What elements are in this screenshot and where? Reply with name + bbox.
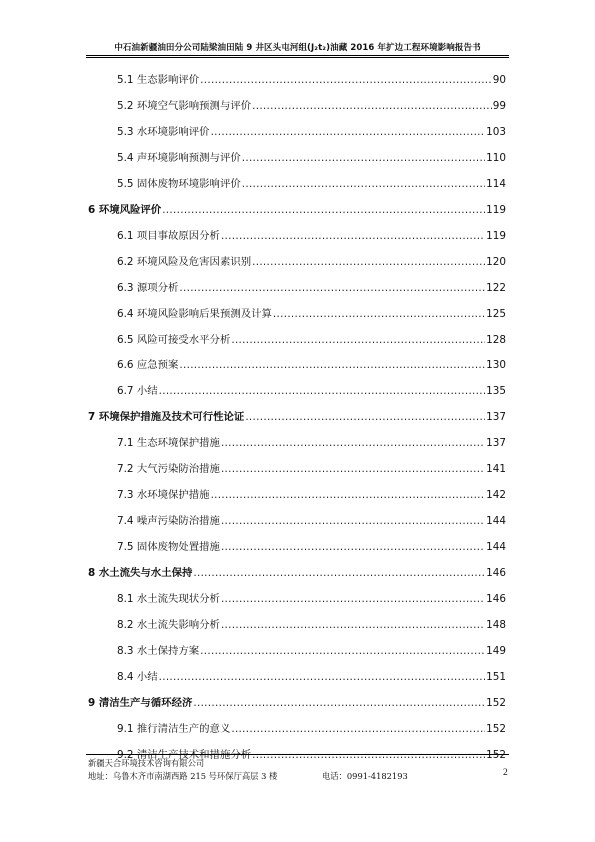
toc-section-entry[interactable] — [117, 125, 506, 139]
toc-dot-leader — [179, 281, 485, 295]
toc-dot-leader — [252, 255, 485, 269]
toc-entry-page: 144 — [486, 541, 506, 554]
toc-dot-leader — [221, 462, 485, 476]
toc-entry-page: 137 — [486, 411, 506, 424]
toc-dot-leader — [193, 696, 485, 710]
toc-section-entry[interactable] — [117, 488, 506, 502]
toc-dot-leader — [221, 436, 485, 450]
toc-entry-label: 7.3 水环境保护措施 — [117, 489, 210, 502]
toc-dot-leader — [242, 177, 485, 191]
toc-dot-leader — [242, 151, 485, 165]
toc-entry-page: 152 — [486, 696, 506, 709]
toc-dot-leader — [200, 644, 485, 658]
toc-section-entry[interactable] — [117, 644, 506, 658]
page-header-title: 中石油新疆油田分公司陆梁油田陆 9 井区头屯河组(J₂t₂)油藏 2016 年扩边工程环境影响报告书 — [114, 43, 481, 53]
toc-section-entry[interactable] — [117, 592, 506, 606]
toc-entry-page: 149 — [486, 644, 506, 657]
toc-entry-page: 103 — [486, 125, 506, 138]
toc-entry-label: 5.3 水环境影响评价 — [117, 125, 210, 138]
toc-section-entry[interactable] — [117, 384, 506, 398]
toc-entry-label: 6.1 项目事故原因分析 — [117, 229, 220, 242]
toc-entry-page: 144 — [486, 515, 506, 528]
toc-entry-label: 9.1 推行清洁生产的意义 — [117, 722, 231, 735]
toc-section-entry[interactable] — [117, 281, 506, 295]
footer-company: 新疆天合环境技术咨询有限公司 — [88, 758, 205, 768]
toc-entry-label: 9 清洁生产与循环经济 — [88, 696, 193, 709]
header-divider — [86, 55, 509, 56]
toc-entry-label: 6.7 小结 — [117, 385, 158, 398]
toc-entry-page: 135 — [486, 385, 506, 398]
toc-entry-label: 5.2 环境空气影响预测与评价 — [117, 99, 252, 112]
toc-entry-page: 114 — [486, 177, 506, 190]
toc-entry-label: 8.2 水土流失影响分析 — [117, 618, 220, 631]
toc-dot-leader — [159, 384, 486, 398]
toc-entry-page: 146 — [486, 593, 506, 605]
toc-section-entry[interactable] — [117, 540, 506, 554]
toc-entry-label: 7.2 大气污染防治措施 — [117, 463, 220, 476]
toc-dot-leader — [252, 99, 492, 113]
toc-dot-leader — [221, 229, 485, 243]
toc-entry-page: 128 — [486, 333, 506, 346]
toc-entry-page: 110 — [486, 151, 506, 164]
toc-section-entry[interactable] — [117, 177, 506, 191]
toc-dot-leader — [231, 722, 485, 736]
toc-section-entry[interactable] — [117, 514, 506, 528]
toc-entry-page: 146 — [486, 567, 506, 580]
toc-entry-label: 8.4 小结 — [117, 670, 158, 683]
footer-phone: 电话：0991-4182193 — [322, 771, 408, 781]
toc-dot-leader — [162, 203, 485, 217]
toc-section-entry[interactable] — [117, 358, 506, 372]
toc-chapter-entry[interactable] — [88, 696, 506, 710]
toc-entry-page: 151 — [486, 670, 506, 683]
toc-entry-page: 130 — [486, 359, 506, 372]
header-divider-thin — [86, 57, 509, 58]
toc-entry-page: 152 — [486, 722, 506, 735]
toc-entry-label: 6 环境风险评价 — [88, 203, 162, 216]
toc-entry-page: 119 — [486, 203, 506, 216]
toc-section-entry[interactable] — [117, 229, 506, 243]
toc-dot-leader — [221, 540, 485, 554]
toc-dot-leader — [231, 333, 485, 347]
toc-entry-page: 119 — [486, 229, 506, 242]
toc-entry-page: 148 — [486, 618, 506, 631]
toc-dot-leader — [273, 307, 485, 321]
toc-entry-page: 141 — [486, 463, 506, 476]
toc-entry-label: 6.3 源项分析 — [117, 281, 179, 294]
toc-dot-leader — [211, 488, 486, 502]
toc-section-entry[interactable] — [117, 73, 506, 87]
toc-dot-leader — [245, 410, 485, 424]
toc-entry-page: 122 — [486, 281, 506, 294]
toc-entry-page: 99 — [492, 99, 506, 112]
toc-entry-page: 137 — [486, 437, 506, 450]
toc-entry-label: 5.1 生态影响评价 — [117, 74, 200, 86]
toc-chapter-entry[interactable] — [88, 203, 506, 217]
page-number: 2 — [503, 768, 508, 778]
toc-entry-label: 5.5 固体废物环境影响评价 — [117, 177, 241, 190]
toc-entry-page: 125 — [486, 307, 506, 320]
toc-section-entry[interactable] — [117, 462, 506, 476]
toc-dot-leader — [211, 125, 486, 139]
toc-entry-label: 6.4 环境风险影响后果预测及计算 — [117, 307, 272, 320]
footer-divider — [86, 754, 509, 755]
toc-dot-leader — [200, 73, 492, 87]
toc-entry-label: 6.2 环境风险及危害因素识别 — [117, 255, 252, 268]
toc-entry-label: 8.3 水土保持方案 — [117, 644, 200, 657]
toc-chapter-entry[interactable] — [88, 566, 506, 580]
toc-dot-leader — [221, 592, 485, 606]
toc-entry-label: 7 环境保护措施及技术可行性论证 — [88, 411, 245, 424]
toc-dot-leader — [221, 514, 485, 528]
toc-entry-label: 8.1 水土流失现状分析 — [117, 593, 220, 605]
toc-section-entry[interactable] — [117, 722, 506, 736]
toc-section-entry[interactable] — [117, 436, 506, 450]
toc-dot-leader — [221, 618, 485, 632]
toc-entry-label: 9.2 清洁生产技术和措施分析 — [117, 748, 252, 761]
toc-entry-label: 7.5 固体废物处置措施 — [117, 541, 220, 554]
toc-entry-label: 5.4 声环境影响预测与评价 — [117, 151, 241, 164]
footer-address: 地址：乌鲁木齐市南湖西路 215 号环保厅高层 3 楼 — [88, 771, 278, 781]
toc-entry-label: 6.6 应急预案 — [117, 359, 179, 372]
toc-entry-label: 7.1 生态环境保护措施 — [117, 437, 220, 450]
toc-entry-page: 142 — [486, 489, 506, 502]
toc-dot-leader — [193, 566, 485, 580]
toc-chapter-entry[interactable] — [88, 410, 506, 424]
toc-section-entry[interactable] — [117, 307, 506, 321]
toc-entry-page: 90 — [492, 74, 506, 86]
toc-entry-label: 6.5 风险可接受水平分析 — [117, 333, 231, 346]
toc-section-entry[interactable] — [117, 151, 506, 165]
toc-entry-label: 7.4 噪声污染防治措施 — [117, 515, 220, 528]
toc-dot-leader — [179, 358, 485, 372]
toc-entry-page: 120 — [486, 255, 506, 268]
toc-section-entry[interactable] — [117, 333, 506, 347]
toc-entry-label: 8 水土流失与水土保持 — [88, 567, 193, 580]
toc-dot-leader — [159, 670, 486, 684]
toc-section-entry[interactable] — [117, 255, 506, 269]
toc-entry-page: 152 — [486, 748, 506, 761]
toc-section-entry[interactable] — [117, 618, 506, 632]
toc-section-entry[interactable] — [117, 99, 506, 113]
toc-section-entry[interactable] — [117, 670, 506, 684]
